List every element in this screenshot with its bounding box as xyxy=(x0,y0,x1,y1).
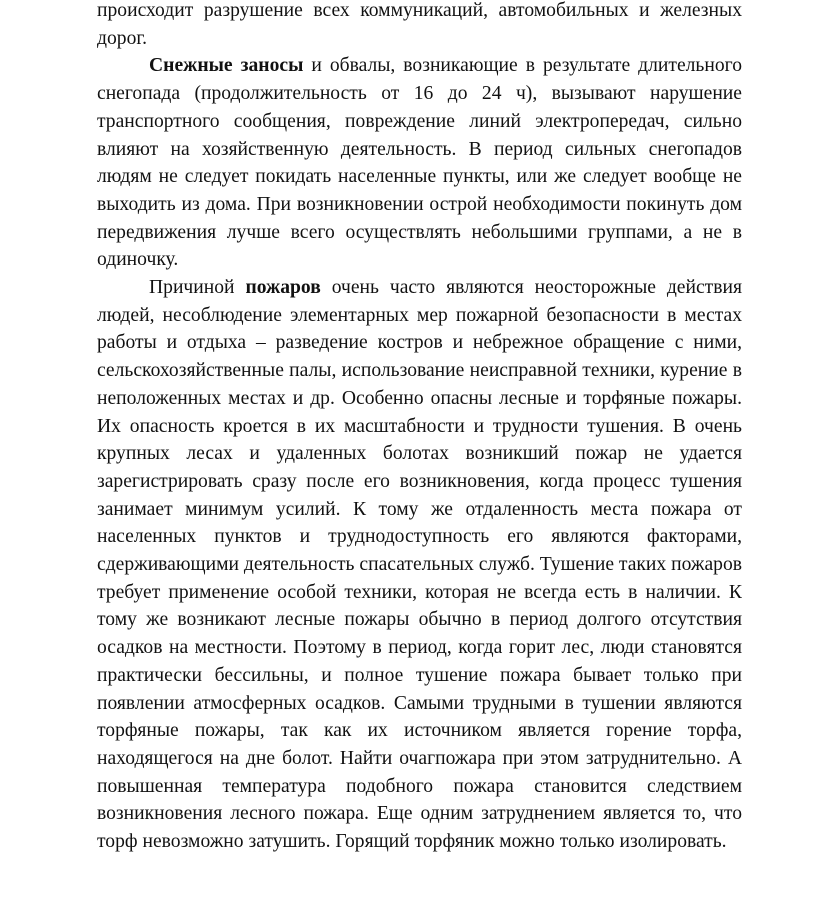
document-page xyxy=(97,0,742,856)
paragraph-road-destruction xyxy=(97,0,742,52)
paragraph-3-lead: Причиной xyxy=(149,277,246,299)
paragraph-1-body: происходит разрушение всех коммуникаций, автомобильных и железных дорог. xyxy=(97,0,742,49)
paragraph-snow-drifts xyxy=(97,52,742,274)
paragraph-3-body: очень часто являются неосторожные действия людей, несоблюдение элементарных мер пожарной безопасности в местах работы и отдыха – разведение костров и небрежное обращение с ними, сельскохозяйственные палы, использование неисправной техники, курение в неположенных местах и др. Особенно опасны лесные и торфяные пожары. Их опасность кроется в их масштабности и трудности тушения. В очень крупных лесах и удаленных болотах возникший пожар не удается зарегистрировать сразу после его возникновения, когда процесс тушения занимает минимум усилий. К тому же отдаленность места пожара от населенных пунктов и труднодоступность его являются факторами, сдерживающими деятельность спасательных служб. Тушение таких пожаров требует применение особой техники, которая не всегда есть в наличии. К тому же возникают лесные пожары обычно в период долгого отсутствия осадков на местности. Поэтому в период, когда горит лес, люди становятся практически бессильны, и полное тушение пожара бывает только при появлении атмосферных осадков. Самыми трудными в тушении являются торфяные пожары, так как их источником является горение торфа, находящегося на дне болот. Найти очагпожара при этом затруднительно. А повышенная температура подобного пожара становится следствием возникновения лесного пожара. Еще одним затруднением является то, что торф невозможно затушить. Горящий торфяник можно только изолировать. xyxy=(97,277,742,853)
paragraph-2-body: и обвалы, возникающие в результате длительного снегопада (продолжительность от 16 до 24 ч), вызывают нарушение транспортного сообщения, повреждение линий электропередач, сильно влияют на хозяйственную деятельность. В период сильных снегопадов людям не следует покидать населенные пункты, или же следует вообще не выходить из дома. При возникновении острой необходимости покинуть дом передвижения лучше всего осуществлять небольшими группами, а не в одиночку. xyxy=(97,55,742,271)
paragraph-fires xyxy=(97,274,742,856)
paragraph-3-keyword: пожаров xyxy=(245,277,321,299)
paragraph-2-keyword: Снежные заносы xyxy=(149,55,304,77)
